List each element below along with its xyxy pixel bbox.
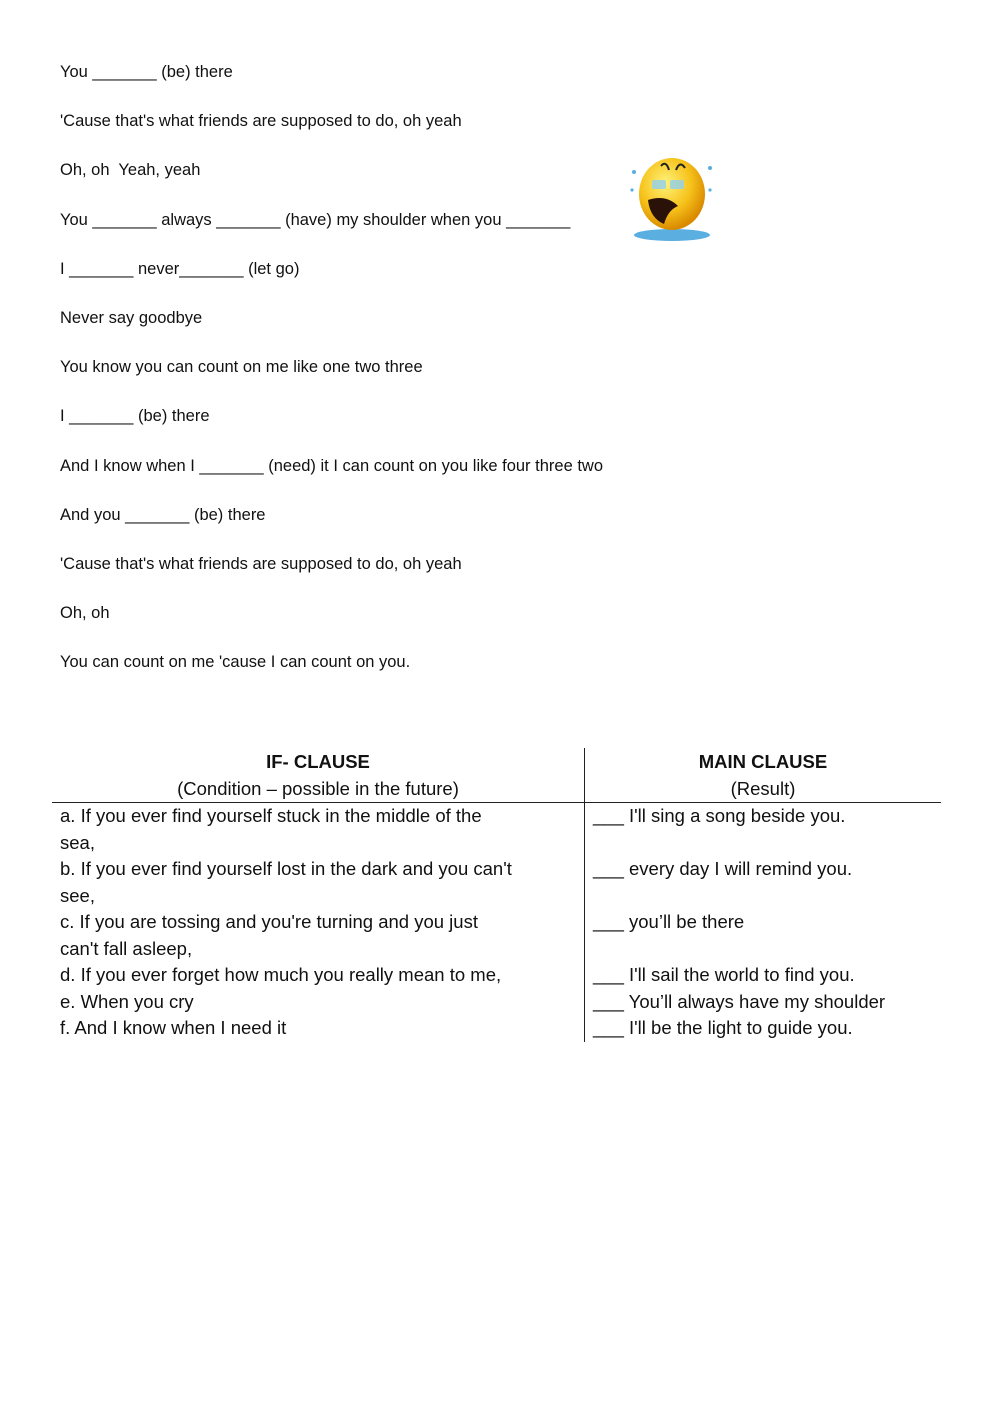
clause-text: sea, [60, 831, 95, 853]
clause-text: b. If you ever find yourself lost in the dark and you can't [60, 858, 512, 879]
lyric-line: You know you can count on me like one two three [60, 358, 423, 377]
lyric-line: Oh, oh Yeah, yeah [60, 161, 201, 180]
clause-text: can't fall asleep, [60, 937, 193, 959]
clause-text: see, [60, 884, 95, 906]
lyric-line: You can count on me 'cause I can count on you. [60, 653, 411, 672]
if-clause-header [52, 748, 585, 802]
if-clause-item [60, 909, 584, 962]
lyric-line: And you _______ (be) there [60, 505, 266, 524]
if-clause-column [52, 803, 585, 1042]
if-clause-title: IF- CLAUSE [266, 751, 370, 772]
if-clause-item [60, 803, 584, 856]
if-clause-item: e. When you cry [60, 990, 194, 1012]
main-clause-item: ___ I'll sing a song beside you. [593, 805, 846, 826]
table-header [52, 748, 941, 803]
main-clause-item: ___ You’ll always have my shoulder [593, 990, 886, 1012]
main-clause-header [585, 748, 941, 802]
lyric-line: You _______ always _______ (have) my shoulder when you _______ [60, 210, 571, 229]
lyric-line: I _______ (be) there [60, 407, 210, 426]
crying-emoji-icon [626, 152, 716, 244]
matching-table [52, 748, 941, 1042]
clause-text: c. If you are tossing and you're turning and you just [60, 911, 478, 932]
main-clause-column [585, 803, 941, 1042]
if-clause-item: d. If you ever forget how much you really mean to me, [60, 964, 502, 985]
clause-text: a. If you ever find yourself stuck in the middle of the [60, 805, 482, 826]
main-clause-item: ___ I'll sail the world to find you. [593, 964, 855, 985]
song-lyrics [60, 59, 603, 698]
main-clause-title: MAIN CLAUSE [698, 751, 828, 772]
main-clause-item: ___ every day I will remind you. [593, 858, 853, 879]
lyric-line: You _______ (be) there [60, 63, 233, 81]
main-clause-item: ___ you’ll be there [593, 911, 745, 932]
lyric-line: Oh, oh [60, 604, 110, 623]
if-clause-item [60, 856, 584, 909]
main-clause-item: ___ I'll be the light to guide you. [593, 1017, 853, 1038]
lyric-line: I _______ never_______ (let go) [60, 259, 300, 278]
lyric-line: 'Cause that's what friends are supposed to do, oh yeah [60, 554, 462, 573]
if-clause-subtitle: (Condition – possible in the future) [177, 777, 459, 799]
lyric-line: 'Cause that's what friends are supposed to do, oh yeah [60, 112, 462, 131]
lyric-line: And I know when I _______ (need) it I can count on you like four three two [60, 456, 604, 475]
main-clause-subtitle: (Result) [730, 777, 796, 799]
lyric-line: Never say goodbye [60, 308, 203, 327]
if-clause-item: f. And I know when I need it [60, 1017, 287, 1038]
